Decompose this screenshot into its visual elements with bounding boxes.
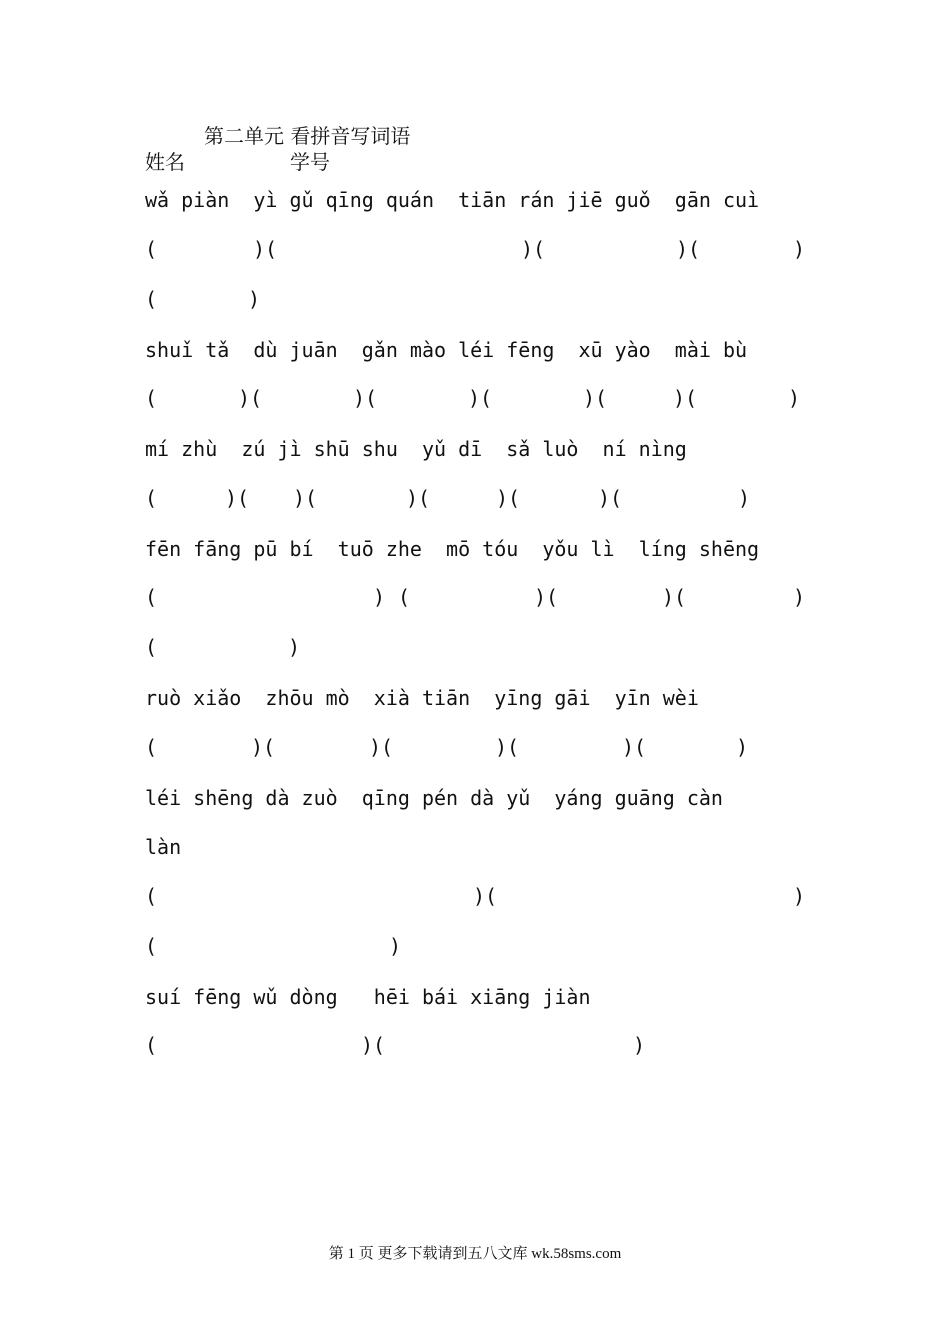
right-paren: ) [352, 386, 365, 410]
answer-box[interactable] [373, 1030, 645, 1060]
right-paren: ) [368, 735, 381, 759]
right-paren: ) [252, 237, 265, 261]
answer-box[interactable] [145, 1030, 373, 1060]
right-paren: ) [621, 735, 634, 759]
answer-box[interactable] [305, 483, 418, 513]
right-paren: ) [292, 486, 305, 510]
answer-box[interactable] [265, 234, 533, 264]
right-paren: ) [787, 386, 800, 410]
answer-box[interactable] [145, 483, 237, 513]
right-paren: ) [792, 884, 805, 908]
answer-box[interactable] [263, 732, 381, 762]
answer-box[interactable] [674, 582, 805, 612]
answer-row [145, 234, 805, 264]
left-paren: ( [546, 585, 559, 609]
pinyin-line: léi shēng dà zuò qīng pén dà yǔ yáng guāng càn [145, 786, 723, 810]
page-title: 第二单元 看拼音写词语 [204, 124, 411, 148]
right-paren: ) [467, 386, 480, 410]
pinyin-line: fēn fāng pū bí tuō zhe mō tóu yǒu lì líng shēng [145, 537, 760, 561]
right-paren: ) [792, 237, 805, 261]
right-paren: ) [388, 934, 401, 958]
right-paren: ) [250, 735, 263, 759]
pinyin-line: shuǐ tǎ dù juān gǎn mào léi fēng xū yào mài bù [145, 338, 748, 362]
left-paren: ( [398, 585, 411, 609]
answer-row [145, 1030, 645, 1060]
answer-box[interactable] [480, 383, 595, 413]
answer-box[interactable] [418, 483, 508, 513]
right-paren: ) [287, 635, 300, 659]
answer-box[interactable] [610, 483, 750, 513]
answer-box[interactable] [634, 732, 748, 762]
left-paren: ( [145, 1033, 158, 1057]
answer-row [145, 732, 748, 762]
name-row [145, 148, 330, 176]
left-paren: ( [145, 237, 158, 261]
answer-box[interactable] [595, 383, 685, 413]
student-no-label: 学号 [290, 150, 330, 174]
answer-row [145, 632, 300, 662]
right-paren: ) [737, 486, 750, 510]
left-paren: ( [305, 486, 318, 510]
right-paren: ) [735, 735, 748, 759]
answer-box[interactable] [145, 582, 385, 612]
answer-box[interactable] [533, 234, 688, 264]
answer-box[interactable] [145, 881, 485, 911]
left-paren: ( [373, 1033, 386, 1057]
answer-row [145, 284, 260, 314]
left-paren: ( [145, 585, 158, 609]
answer-box[interactable] [145, 632, 300, 662]
answer-box[interactable] [507, 732, 634, 762]
name-label: 姓名 [145, 150, 185, 174]
left-paren: ( [145, 486, 158, 510]
left-paren: ( [480, 386, 493, 410]
left-paren: ( [381, 735, 394, 759]
answer-row [145, 931, 401, 961]
left-paren: ( [250, 386, 263, 410]
right-paren: ) [472, 884, 485, 908]
right-paren: ) [372, 585, 385, 609]
answer-box[interactable] [485, 881, 805, 911]
right-paren: ) [672, 386, 685, 410]
answer-row [145, 383, 800, 413]
right-paren: ) [495, 486, 508, 510]
pinyin-line: wǎ piàn yì gǔ qīng quán tiān rán jiē guǒ gān cuì [145, 188, 760, 212]
right-paren: ) [792, 585, 805, 609]
left-paren: ( [533, 237, 546, 261]
right-paren: ) [247, 287, 260, 311]
left-paren: ( [365, 386, 378, 410]
pinyin-line: làn [145, 835, 182, 859]
pinyin-line: ruò xiǎo zhōu mò xià tiān yīng gāi yīn wèi [145, 686, 699, 710]
answer-box[interactable] [685, 383, 800, 413]
right-paren: ) [494, 735, 507, 759]
left-paren: ( [237, 486, 250, 510]
right-paren: ) [405, 486, 418, 510]
right-paren: ) [520, 237, 533, 261]
left-paren: ( [145, 386, 158, 410]
answer-box[interactable] [508, 483, 610, 513]
pinyin-line: suí fēng wǔ dòng hēi bái xiāng jiàn [145, 985, 591, 1009]
left-paren: ( [145, 884, 158, 908]
left-paren: ( [265, 237, 278, 261]
answer-box[interactable] [145, 284, 260, 314]
answer-box[interactable] [381, 732, 507, 762]
left-paren: ( [685, 386, 698, 410]
left-paren: ( [674, 585, 687, 609]
pinyin-line: mí zhù zú jì shū shu yǔ dī sǎ luò ní nìng [145, 437, 687, 461]
right-paren: ) [582, 386, 595, 410]
answer-box[interactable] [145, 931, 401, 961]
answer-box[interactable] [145, 732, 263, 762]
left-paren: ( [263, 735, 276, 759]
left-paren: ( [145, 635, 158, 659]
right-paren: ) [237, 386, 250, 410]
right-paren: ) [675, 237, 688, 261]
left-paren: ( [507, 735, 520, 759]
answer-box[interactable] [546, 582, 674, 612]
left-paren: ( [508, 486, 521, 510]
left-paren: ( [610, 486, 623, 510]
answer-box[interactable] [365, 383, 480, 413]
answer-row [145, 881, 805, 911]
left-paren: ( [688, 237, 701, 261]
answer-box[interactable] [250, 383, 365, 413]
right-paren: ) [661, 585, 674, 609]
right-paren: ) [533, 585, 546, 609]
left-paren: ( [145, 934, 158, 958]
left-paren: ( [145, 287, 158, 311]
answer-row [145, 483, 750, 513]
left-paren: ( [145, 735, 158, 759]
answer-box[interactable] [145, 234, 265, 264]
answer-box[interactable] [145, 383, 250, 413]
left-paren: ( [634, 735, 647, 759]
right-paren: ) [632, 1033, 645, 1057]
answer-row [145, 582, 805, 612]
answer-box[interactable] [688, 234, 805, 264]
right-paren: ) [224, 486, 237, 510]
answer-box[interactable] [398, 582, 546, 612]
left-paren: ( [595, 386, 608, 410]
right-paren: ) [360, 1033, 373, 1057]
page-footer: 第 1 页 更多下载请到五八文库 wk.58sms.com [328, 1246, 622, 1262]
right-paren: ) [597, 486, 610, 510]
left-paren: ( [485, 884, 498, 908]
left-paren: ( [418, 486, 431, 510]
answer-box[interactable] [237, 483, 305, 513]
